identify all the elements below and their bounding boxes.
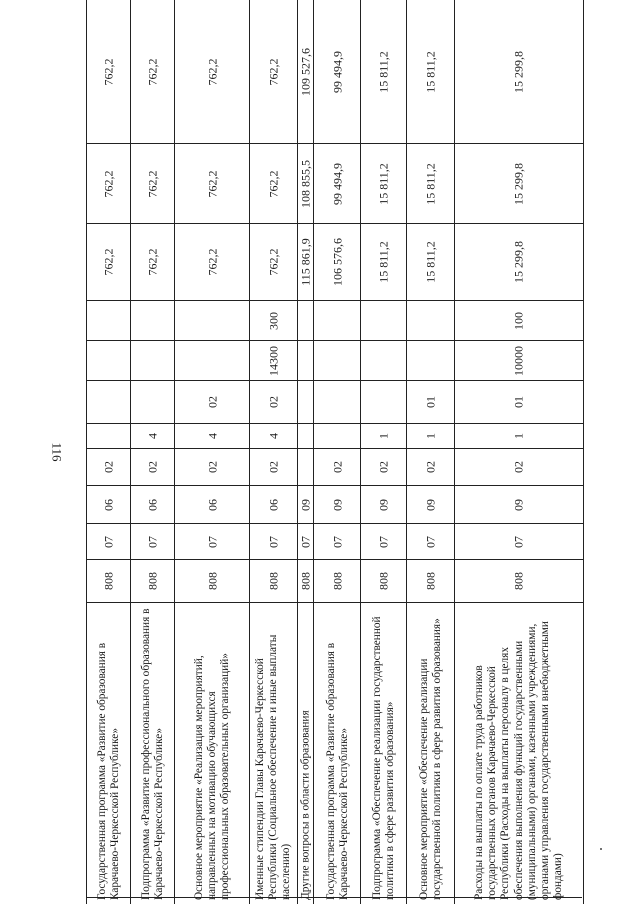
section-text: 07 [266,535,281,548]
cell-measure [131,380,175,423]
table-row [360,0,407,904]
ministry-text: 808 [101,572,116,590]
cell-sum-2025 [87,0,131,143]
program-text: 02 [145,461,160,473]
name-text: Расходы на выплаты по оплате труда работников государственных органов Карачаево-Черкесской Республики (Расходы на выплаты персоналу в целях обеспечения выполнения функций государственными (муниципальными) органами, казенными учреждениями, органами управления государственными внебюджетными фондами) [472,620,565,900]
section-text: 07 [423,535,438,548]
cell-subprogram [314,423,361,448]
cell-direction [314,340,361,380]
sum-2024-text: 762,2 [266,170,281,197]
cell-direction [131,340,175,380]
name-text: Государственная программа «Развитие образования в Карачаево-Черкесской Республике» [324,642,350,900]
ministry-text: 808 [511,572,526,590]
cell-measure [314,380,361,423]
cell-name [87,602,131,904]
cell-ministry [298,559,314,602]
cell-sum-2023 [131,223,175,300]
sum-2023-text: 15 811,2 [423,241,438,283]
ministry-text: 808 [266,572,281,590]
cell-sum-2025 [175,0,250,143]
cell-sum-2024 [298,143,314,223]
cell-measure [87,380,131,423]
cell-name [314,602,361,904]
cell-sum-2023 [250,223,298,300]
section-text: 07 [376,535,391,548]
cell-program [175,448,250,485]
cell-sum-2025 [361,0,407,143]
cell-sum-2023 [455,223,583,300]
cell-subprogram [407,423,455,448]
cell-subprogram [455,423,583,448]
subsection-text: 09 [376,498,391,511]
measure-text: 01 [511,396,526,408]
sum-2025-text: 762,2 [145,58,160,85]
sum-2024-text: 15 299,8 [511,162,526,205]
cell-measure [250,380,298,423]
section-text: 07 [205,535,219,548]
cell-ministry [455,559,583,602]
program-text: 02 [330,461,344,473]
section-text: 07 [101,535,116,548]
subsection-text: 06 [205,498,219,511]
ministry-text: 808 [423,572,438,590]
cell-direction [455,340,583,380]
sum-2024-text: 99 494,9 [330,162,344,205]
cell-direction [175,340,250,380]
cell-direction [407,340,455,380]
program-text: 02 [423,461,438,473]
cell-direction [87,340,131,380]
cell-sum-2024 [455,143,583,223]
program-text: 02 [376,461,391,473]
cell-name [298,602,314,904]
cell-sum-2024 [87,143,131,223]
cell-subsection [407,485,455,523]
sum-2024-text: 762,2 [101,170,116,197]
section-text: 07 [511,535,526,548]
cell-subsection [361,485,407,523]
sum-2023-text: 115 861,9 [298,238,313,286]
cell-sum-2024 [314,143,361,223]
cell-direction [298,340,314,380]
cell-name [407,602,455,904]
scan-speck [600,848,602,850]
name-text: Основное мероприятие «Реализация мероприятий, направленных на мотивацию обучающихся профессиональных образовательных организаций» [192,652,232,900]
cell-program [455,448,583,485]
subprogram-text: 4 [266,433,281,439]
program-text: 02 [205,461,219,473]
table-row [297,0,314,904]
ministry-text: 808 [145,572,160,590]
cell-ministry [250,559,298,602]
cell-sum-2025 [455,0,583,143]
table-row [86,0,131,904]
cell-subsection [250,485,298,523]
name-text: Именные стипендии Главы Карачаево-Черкесской Республики (Социальное обеспечение и иные выплаты населению) [254,634,293,900]
cell-program [361,448,407,485]
cell-subsection [175,485,250,523]
cell-sum-2023 [298,223,314,300]
cell-subsection [131,485,175,523]
cell-sum-2025 [407,0,455,143]
cell-name [250,602,298,904]
subprogram-text: 1 [423,433,438,439]
sum-2023-text: 15 299,8 [511,241,526,283]
table-row [174,0,250,904]
cell-sum-2023 [361,223,407,300]
ministry-text: 808 [330,572,344,590]
sum-2023-text: 762,2 [101,248,116,276]
cell-program [314,448,361,485]
cell-sum-2025 [131,0,175,143]
cell-section [131,523,175,559]
sum-2024-text: 15 811,2 [376,162,391,205]
cell-measure [407,380,455,423]
cell-sum-2023 [175,223,250,300]
cell-subprogram [298,423,314,448]
sum-2025-text: 15 811,2 [376,50,391,93]
table-row [406,0,455,904]
subsection-text: 09 [330,498,344,511]
program-text: 02 [511,461,526,473]
subsection-text: 06 [101,498,116,511]
cell-name [455,602,583,904]
cell-expense-type [455,300,583,340]
sum-2024-text: 108 855,5 [298,159,313,208]
sum-2025-text: 762,2 [205,58,219,85]
sum-2025-text: 15 299,8 [511,50,526,93]
subprogram-text: 1 [511,433,526,439]
cell-sum-2024 [250,143,298,223]
cell-ministry [131,559,175,602]
cell-program [131,448,175,485]
table-row [313,0,361,904]
ministry-text: 808 [298,572,313,590]
cell-subprogram [361,423,407,448]
table-bottom-border [86,897,582,898]
cell-subsection [314,485,361,523]
cell-sum-2025 [250,0,298,143]
cell-program [87,448,131,485]
budget-table [86,0,582,904]
cell-expense-type [250,300,298,340]
cell-ministry [175,559,250,602]
sum-2025-text: 109 527,6 [298,47,313,96]
sum-2024-text: 15 811,2 [423,162,438,205]
cell-program [407,448,455,485]
ministry-text: 808 [205,572,219,590]
cell-section [361,523,407,559]
cell-sum-2023 [407,223,455,300]
cell-program [298,448,314,485]
sum-2025-text: 762,2 [101,58,116,85]
cell-expense-type [298,300,314,340]
cell-name [131,602,175,904]
expense-type-text: 100 [511,311,526,330]
cell-direction [361,340,407,380]
sum-2023-text: 106 576,6 [330,238,344,286]
cell-measure [361,380,407,423]
section-text: 07 [298,535,313,548]
subsection-text: 09 [423,498,438,511]
cell-expense-type [407,300,455,340]
page-number: 116 [50,442,65,462]
sum-2025-text: 762,2 [266,58,281,85]
sum-2025-text: 99 494,9 [330,50,344,93]
sum-2023-text: 762,2 [205,248,219,276]
section-text: 07 [145,535,160,548]
name-text: Основное мероприятие «Обеспечение реализации государственной политики в сфере развития образования» [417,617,443,900]
subprogram-text: 1 [376,433,391,439]
cell-sum-2024 [131,143,175,223]
name-text: Подпрограмма «Обеспечение реализации государственной политики в сфере развития образования» [370,615,396,900]
cell-section [314,523,361,559]
cell-expense-type [131,300,175,340]
cell-section [407,523,455,559]
cell-section [298,523,314,559]
program-text: 02 [266,461,281,473]
subsection-text: 06 [266,498,281,511]
cell-ministry [407,559,455,602]
measure-text: 02 [205,396,219,408]
measure-text: 02 [266,396,281,408]
program-text: 02 [101,461,116,473]
measure-text: 01 [423,396,438,408]
cell-subsection [455,485,583,523]
subsection-text: 09 [511,498,526,511]
subsection-text: 06 [145,498,160,511]
cell-subprogram [250,423,298,448]
sum-2025-text: 15 811,2 [423,50,438,93]
name-text: Другие вопросы в области образования [299,709,312,900]
cell-subprogram [175,423,250,448]
section-text: 07 [330,535,344,548]
sum-2023-text: 15 811,2 [376,241,391,283]
direction-text: 10000 [511,345,526,376]
cell-sum-2023 [87,223,131,300]
expense-type-text: 300 [266,311,281,330]
cell-name [175,602,250,904]
cell-measure [298,380,314,423]
cell-subprogram [131,423,175,448]
cell-ministry [87,559,131,602]
cell-subprogram [87,423,131,448]
cell-program [250,448,298,485]
cell-sum-2025 [298,0,314,143]
cell-sum-2024 [361,143,407,223]
subprogram-text: 4 [205,433,219,439]
table-row [454,0,584,904]
cell-subsection [87,485,131,523]
cell-section [87,523,131,559]
ministry-text: 808 [376,572,391,590]
cell-sum-2025 [314,0,361,143]
sum-2023-text: 762,2 [145,248,160,276]
cell-section [250,523,298,559]
cell-expense-type [87,300,131,340]
cell-sum-2024 [175,143,250,223]
cell-measure [455,380,583,423]
sum-2023-text: 762,2 [266,248,281,276]
cell-measure [175,380,250,423]
cell-subsection [298,485,314,523]
subprogram-text: 4 [145,433,160,439]
cell-ministry [314,559,361,602]
name-text: Государственная программа «Развитие образования в Карачаево-Черкесской Республике» [95,642,121,900]
cell-section [175,523,250,559]
sum-2024-text: 762,2 [145,170,160,197]
cell-expense-type [175,300,250,340]
subsection-text: 09 [298,498,313,511]
sum-2024-text: 762,2 [205,170,219,197]
cell-name [361,602,407,904]
table-row [249,0,298,904]
cell-expense-type [314,300,361,340]
cell-ministry [361,559,407,602]
table-row [130,0,175,904]
name-text: Подпрограмма «Развитие профессионального образования в Карачаево-Черкесской Республике» [139,608,165,900]
cell-sum-2024 [407,143,455,223]
cell-section [455,523,583,559]
cell-expense-type [361,300,407,340]
cell-sum-2023 [314,223,361,300]
cell-direction [250,340,298,380]
direction-text: 14300 [266,345,281,376]
